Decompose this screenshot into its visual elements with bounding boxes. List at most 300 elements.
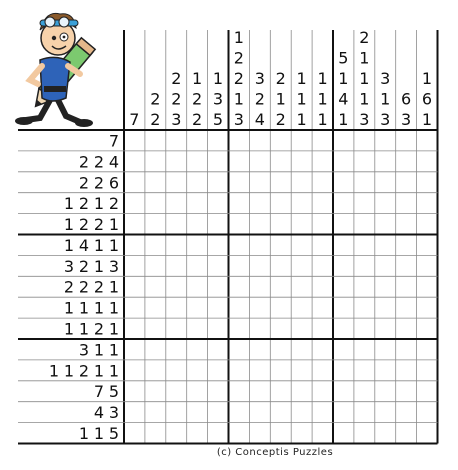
puzzle-cell[interactable]: [312, 235, 333, 256]
puzzle-cell[interactable]: [270, 193, 291, 214]
puzzle-cell[interactable]: [270, 381, 291, 402]
puzzle-cell[interactable]: [354, 172, 375, 193]
puzzle-cell[interactable]: [208, 297, 229, 318]
row-clue-number: 2: [78, 194, 90, 214]
row-clue-number: 2: [93, 277, 105, 297]
puzzle-cell[interactable]: [333, 339, 354, 360]
puzzle-cell[interactable]: [333, 130, 354, 151]
row-clue-number: 1: [93, 194, 105, 214]
puzzle-cell[interactable]: [417, 151, 438, 172]
puzzle-cell[interactable]: [291, 235, 312, 256]
puzzle-cell[interactable]: [166, 172, 187, 193]
puzzle-cell[interactable]: [208, 193, 229, 214]
puzzle-cell[interactable]: [354, 318, 375, 339]
puzzle-cell[interactable]: [333, 423, 354, 444]
puzzle-cell[interactable]: [312, 381, 333, 402]
row-clue-number: 1: [108, 361, 120, 381]
row-clue-number: 5: [108, 382, 120, 402]
puzzle-cell[interactable]: [333, 172, 354, 193]
puzzle-cell[interactable]: [145, 402, 166, 423]
puzzle-cell[interactable]: [187, 339, 208, 360]
row-clue-number: 6: [108, 173, 120, 193]
puzzle-cell[interactable]: [396, 381, 417, 402]
puzzle-cell[interactable]: [187, 297, 208, 318]
puzzle-cell[interactable]: [187, 151, 208, 172]
row-clue-number: 1: [93, 235, 105, 255]
puzzle-cell[interactable]: [291, 130, 312, 151]
puzzle-cell[interactable]: [270, 423, 291, 444]
row-clue-number: 5: [108, 424, 120, 443]
puzzle-cell[interactable]: [145, 381, 166, 402]
puzzle-cell[interactable]: [145, 360, 166, 381]
puzzle-cell[interactable]: [396, 255, 417, 276]
row-clue-number: 1: [78, 319, 90, 339]
puzzle-cell[interactable]: [229, 297, 250, 318]
puzzle-cell[interactable]: [145, 339, 166, 360]
puzzle-cell[interactable]: [354, 235, 375, 256]
puzzle-cell[interactable]: [417, 130, 438, 151]
puzzle-cell[interactable]: [229, 276, 250, 297]
puzzle-cell[interactable]: [291, 276, 312, 297]
column-clue-number: 7: [129, 110, 140, 129]
column-clue-number: 1: [359, 48, 370, 68]
puzzle-cell[interactable]: [145, 276, 166, 297]
puzzle-cell[interactable]: [166, 360, 187, 381]
row-clue-number: 2: [78, 173, 90, 193]
puzzle-cell[interactable]: [417, 255, 438, 276]
puzzle-cell[interactable]: [396, 360, 417, 381]
column-clue-number: 1: [421, 69, 433, 88]
column-clue-number: 6: [421, 89, 433, 109]
puzzle-cell[interactable]: [375, 130, 396, 151]
column-clue-number: 1: [296, 110, 307, 129]
puzzle-cell[interactable]: [249, 151, 270, 172]
puzzle-cell[interactable]: [333, 193, 354, 214]
puzzle-cell[interactable]: [270, 172, 291, 193]
puzzle-cell[interactable]: [249, 130, 270, 151]
row-clue-number: 2: [108, 194, 120, 214]
puzzle-cell[interactable]: [417, 423, 438, 444]
puzzle-cell[interactable]: [375, 193, 396, 214]
puzzle-grid-cells: [124, 130, 438, 444]
puzzle-cell[interactable]: [208, 255, 229, 276]
puzzle-cell[interactable]: [249, 423, 270, 444]
puzzle-cell[interactable]: [249, 255, 270, 276]
puzzle-cell[interactable]: [312, 193, 333, 214]
puzzle-cell[interactable]: [187, 214, 208, 235]
row-clue-number: 1: [63, 319, 75, 339]
puzzle-cell[interactable]: [229, 151, 250, 172]
column-clues: [129, 28, 432, 129]
row-clue-number: 1: [78, 424, 90, 443]
puzzle-cell[interactable]: [145, 235, 166, 256]
puzzle-cell[interactable]: [249, 339, 270, 360]
row-clue-number: 2: [78, 256, 90, 276]
column-clue-number: 1: [296, 69, 307, 88]
puzzle-cell[interactable]: [229, 402, 250, 423]
puzzle-cell[interactable]: [375, 297, 396, 318]
puzzle-cell[interactable]: [312, 214, 333, 235]
puzzle-cell[interactable]: [270, 255, 291, 276]
column-clue-number: 4: [254, 110, 265, 129]
puzzle-cell[interactable]: [208, 318, 229, 339]
row-clue-number: 3: [108, 403, 120, 423]
puzzle-cell[interactable]: [187, 130, 208, 151]
puzzle-cell[interactable]: [229, 130, 250, 151]
puzzle-cell[interactable]: [354, 423, 375, 444]
puzzle-cell[interactable]: [396, 130, 417, 151]
puzzle-cell[interactable]: [417, 339, 438, 360]
puzzle-cell[interactable]: [124, 255, 145, 276]
puzzle-cell[interactable]: [124, 297, 145, 318]
column-clue-number: 2: [171, 89, 182, 109]
puzzle-cell[interactable]: [145, 255, 166, 276]
column-clue-number: 1: [359, 69, 370, 88]
puzzle-cell[interactable]: [354, 193, 375, 214]
puzzle-cell[interactable]: [291, 214, 312, 235]
column-clue-number: 1: [192, 69, 203, 88]
puzzle-cell[interactable]: [124, 423, 145, 444]
puzzle-cell[interactable]: [166, 130, 187, 151]
row-clue-number: 1: [63, 215, 75, 234]
row-clue-number: 2: [93, 173, 105, 193]
row-clue-number: 1: [108, 298, 120, 318]
column-clue-number: 3: [233, 110, 244, 129]
puzzle-cell[interactable]: [333, 276, 354, 297]
column-clue-number: 1: [338, 110, 349, 129]
puzzle-cell[interactable]: [145, 172, 166, 193]
row-clue-number: 1: [63, 298, 75, 318]
row-clue-number: 4: [108, 152, 120, 172]
puzzle-cell[interactable]: [249, 276, 270, 297]
puzzle-cell[interactable]: [291, 151, 312, 172]
column-clue-number: 3: [380, 69, 391, 88]
puzzle-cell[interactable]: [229, 381, 250, 402]
puzzle-cell[interactable]: [187, 402, 208, 423]
puzzle-cell[interactable]: [229, 255, 250, 276]
puzzle-cell[interactable]: [291, 172, 312, 193]
puzzle-cell[interactable]: [396, 318, 417, 339]
puzzle-cell[interactable]: [145, 297, 166, 318]
puzzle-cell[interactable]: [208, 235, 229, 256]
puzzle-cell[interactable]: [249, 214, 270, 235]
puzzle-cell[interactable]: [312, 172, 333, 193]
puzzle-cell[interactable]: [124, 339, 145, 360]
puzzle-cell[interactable]: [417, 297, 438, 318]
row-clue-number: 1: [93, 361, 105, 381]
puzzle-cell[interactable]: [145, 151, 166, 172]
column-clue-number: 2: [275, 110, 286, 129]
puzzle-cell[interactable]: [270, 297, 291, 318]
puzzle-cell[interactable]: [124, 235, 145, 256]
puzzle-cell[interactable]: [249, 235, 270, 256]
puzzle-cell[interactable]: [166, 402, 187, 423]
puzzle-cell[interactable]: [354, 381, 375, 402]
row-clue-number: 1: [108, 277, 120, 297]
puzzle-cell[interactable]: [187, 423, 208, 444]
puzzle-cell[interactable]: [208, 172, 229, 193]
puzzle-cell[interactable]: [312, 339, 333, 360]
column-clue-number: 2: [192, 110, 203, 129]
row-clue-number: 1: [93, 340, 105, 360]
puzzle-cell[interactable]: [145, 423, 166, 444]
puzzle-cell[interactable]: [208, 402, 229, 423]
puzzle-cell[interactable]: [333, 360, 354, 381]
puzzle-cell[interactable]: [291, 339, 312, 360]
puzzle-cell[interactable]: [208, 360, 229, 381]
column-clue-number: 2: [150, 89, 161, 109]
puzzle-cell[interactable]: [229, 360, 250, 381]
puzzle-cell[interactable]: [124, 318, 145, 339]
puzzle-cell[interactable]: [417, 193, 438, 214]
column-clue-number: 3: [359, 110, 370, 129]
column-clue-number: 6: [401, 89, 412, 109]
puzzle-cell[interactable]: [229, 235, 250, 256]
puzzle-cell[interactable]: [208, 151, 229, 172]
puzzle-cell[interactable]: [417, 318, 438, 339]
row-clue-number: 4: [78, 235, 90, 255]
puzzle-cell[interactable]: [312, 318, 333, 339]
puzzle-cell[interactable]: [270, 151, 291, 172]
row-clue-number: 7: [93, 382, 105, 402]
puzzle-cell[interactable]: [291, 318, 312, 339]
puzzle-cell[interactable]: [417, 360, 438, 381]
puzzle-cell[interactable]: [312, 423, 333, 444]
puzzle-cell[interactable]: [166, 276, 187, 297]
puzzle-cell[interactable]: [249, 381, 270, 402]
puzzle-cell[interactable]: [124, 276, 145, 297]
puzzle-cell[interactable]: [417, 172, 438, 193]
puzzle-cell[interactable]: [396, 339, 417, 360]
puzzle-cell[interactable]: [375, 276, 396, 297]
puzzle-cell[interactable]: [187, 193, 208, 214]
row-clue-number: 2: [78, 361, 90, 381]
column-clue-number: 1: [359, 89, 370, 109]
row-clues: [49, 131, 119, 443]
puzzle-cell[interactable]: [270, 318, 291, 339]
puzzle-cell[interactable]: [417, 235, 438, 256]
puzzle-cell[interactable]: [375, 402, 396, 423]
puzzle-cell[interactable]: [187, 172, 208, 193]
puzzle-cell[interactable]: [354, 130, 375, 151]
puzzle-cell[interactable]: [396, 172, 417, 193]
column-clue-number: 2: [254, 89, 265, 109]
puzzle-cell[interactable]: [396, 402, 417, 423]
puzzle-cell[interactable]: [354, 151, 375, 172]
puzzle-cell[interactable]: [396, 276, 417, 297]
column-clue-number: 1: [233, 89, 244, 109]
puzzle-cell[interactable]: [333, 151, 354, 172]
puzzle-cell[interactable]: [270, 130, 291, 151]
puzzle-cell[interactable]: [333, 255, 354, 276]
puzzle-cell[interactable]: [187, 318, 208, 339]
puzzle-cell[interactable]: [166, 151, 187, 172]
puzzle-cell[interactable]: [270, 339, 291, 360]
puzzle-cell[interactable]: [291, 381, 312, 402]
puzzle-cell[interactable]: [417, 381, 438, 402]
puzzle-cell[interactable]: [270, 276, 291, 297]
column-clue-number: 4: [338, 89, 349, 109]
puzzle-cell[interactable]: [145, 193, 166, 214]
puzzle-cell[interactable]: [312, 360, 333, 381]
puzzle-cell[interactable]: [375, 235, 396, 256]
puzzle-cell[interactable]: [229, 423, 250, 444]
puzzle-cell[interactable]: [396, 297, 417, 318]
puzzle-cell[interactable]: [187, 276, 208, 297]
puzzle-cell[interactable]: [375, 381, 396, 402]
puzzle-cell[interactable]: [166, 423, 187, 444]
puzzle-cell[interactable]: [375, 214, 396, 235]
row-clue-number: 2: [63, 277, 75, 297]
puzzle-cell[interactable]: [208, 381, 229, 402]
puzzle-cell[interactable]: [166, 214, 187, 235]
puzzle-cell[interactable]: [145, 214, 166, 235]
puzzle-cell[interactable]: [187, 255, 208, 276]
puzzle-cell[interactable]: [375, 151, 396, 172]
puzzle-cell[interactable]: [124, 402, 145, 423]
puzzle-cell[interactable]: [291, 297, 312, 318]
puzzle-cell[interactable]: [375, 318, 396, 339]
puzzle-cell[interactable]: [124, 214, 145, 235]
column-clue-number: 2: [150, 110, 161, 129]
puzzle-cell[interactable]: [208, 339, 229, 360]
puzzle-cell[interactable]: [229, 214, 250, 235]
puzzle-cell[interactable]: [166, 255, 187, 276]
puzzle-cell[interactable]: [166, 297, 187, 318]
puzzle-cell[interactable]: [145, 318, 166, 339]
puzzle-cell[interactable]: [166, 381, 187, 402]
puzzle-cell[interactable]: [333, 235, 354, 256]
column-clue-number: 3: [401, 110, 412, 129]
puzzle-cell[interactable]: [124, 381, 145, 402]
puzzle-cell[interactable]: [124, 151, 145, 172]
column-clue-number: 1: [380, 89, 391, 109]
puzzle-cell[interactable]: [166, 235, 187, 256]
puzzle-cell[interactable]: [249, 402, 270, 423]
puzzle-cell[interactable]: [396, 151, 417, 172]
row-clue-number: 7: [108, 131, 120, 151]
puzzle-cell[interactable]: [396, 214, 417, 235]
puzzle-cell[interactable]: [208, 276, 229, 297]
column-clue-number: 2: [233, 69, 244, 88]
puzzle-cell[interactable]: [312, 297, 333, 318]
puzzle-cell[interactable]: [396, 193, 417, 214]
puzzle-cell[interactable]: [229, 318, 250, 339]
puzzle-cell[interactable]: [375, 255, 396, 276]
puzzle-cell[interactable]: [187, 360, 208, 381]
column-clue-number: 2: [171, 69, 182, 88]
row-clue-number: 2: [78, 277, 90, 297]
puzzle-cell[interactable]: [229, 339, 250, 360]
puzzle-cell[interactable]: [166, 318, 187, 339]
column-clue-number: 1: [317, 69, 328, 88]
puzzle-cell[interactable]: [249, 193, 270, 214]
puzzle-cell[interactable]: [375, 172, 396, 193]
puzzle-cell[interactable]: [270, 214, 291, 235]
puzzle-cell[interactable]: [417, 402, 438, 423]
puzzle-cell[interactable]: [396, 423, 417, 444]
puzzle-cell[interactable]: [124, 130, 145, 151]
puzzle-cell[interactable]: [229, 193, 250, 214]
puzzle-cell[interactable]: [124, 360, 145, 381]
puzzle-cell[interactable]: [166, 339, 187, 360]
row-clue-number: 3: [78, 340, 90, 360]
puzzle-cell[interactable]: [229, 172, 250, 193]
row-clue-number: 1: [108, 215, 120, 234]
puzzle-cell[interactable]: [312, 402, 333, 423]
puzzle-cell[interactable]: [333, 381, 354, 402]
puzzle-cell[interactable]: [270, 402, 291, 423]
puzzle-cell[interactable]: [187, 381, 208, 402]
puzzle-cell[interactable]: [312, 255, 333, 276]
puzzle-cell[interactable]: [145, 130, 166, 151]
puzzle-cell[interactable]: [354, 339, 375, 360]
puzzle-cell[interactable]: [249, 318, 270, 339]
puzzle-cell[interactable]: [166, 193, 187, 214]
puzzle-cell[interactable]: [354, 402, 375, 423]
puzzle-cell[interactable]: [333, 297, 354, 318]
row-clue-number: 2: [78, 215, 90, 234]
copyright-credit: (c) Conceptis Puzzles: [216, 447, 334, 458]
puzzle-cell[interactable]: [270, 235, 291, 256]
row-clue-number: 2: [78, 152, 90, 172]
column-clue-number: 2: [275, 69, 286, 88]
puzzle-cell[interactable]: [312, 130, 333, 151]
puzzle-cell[interactable]: [417, 276, 438, 297]
puzzle-cell[interactable]: [375, 360, 396, 381]
puzzle-cell[interactable]: [333, 318, 354, 339]
row-clue-number: 1: [93, 424, 105, 443]
puzzle-cell[interactable]: [312, 276, 333, 297]
puzzle-cell[interactable]: [354, 255, 375, 276]
puzzle-cell[interactable]: [333, 214, 354, 235]
puzzle-cell[interactable]: [291, 193, 312, 214]
puzzle-cell[interactable]: [124, 172, 145, 193]
puzzle-cell[interactable]: [187, 235, 208, 256]
row-clue-number: 2: [93, 319, 105, 339]
puzzle-cell[interactable]: [208, 130, 229, 151]
puzzle-cell[interactable]: [249, 172, 270, 193]
puzzle-cell[interactable]: [291, 255, 312, 276]
puzzle-cell[interactable]: [124, 193, 145, 214]
puzzle-cell[interactable]: [249, 297, 270, 318]
puzzle-cell[interactable]: [291, 360, 312, 381]
puzzle-cell[interactable]: [417, 214, 438, 235]
row-clue-number: 1: [108, 319, 120, 339]
puzzle-cell[interactable]: [375, 339, 396, 360]
puzzle-cell[interactable]: [354, 276, 375, 297]
puzzle-cell[interactable]: [312, 151, 333, 172]
puzzle-cell[interactable]: [208, 214, 229, 235]
puzzle-cell[interactable]: [375, 423, 396, 444]
puzzle-cell[interactable]: [291, 423, 312, 444]
puzzle-cell[interactable]: [396, 235, 417, 256]
puzzle-cell[interactable]: [354, 214, 375, 235]
puzzle-cell[interactable]: [270, 360, 291, 381]
row-clue-number: 1: [63, 194, 75, 214]
puzzle-cell[interactable]: [249, 360, 270, 381]
row-clue-number: 1: [108, 340, 120, 360]
puzzle-cell[interactable]: [354, 360, 375, 381]
puzzle-cell[interactable]: [208, 423, 229, 444]
column-clue-number: 1: [338, 69, 349, 88]
puzzle-cell[interactable]: [354, 297, 375, 318]
puzzle-cell[interactable]: [291, 402, 312, 423]
column-clue-number: 1: [233, 28, 244, 47]
puzzle-cell[interactable]: [333, 402, 354, 423]
row-clue-number: 1: [93, 256, 105, 276]
row-clue-number: 1: [93, 298, 105, 318]
